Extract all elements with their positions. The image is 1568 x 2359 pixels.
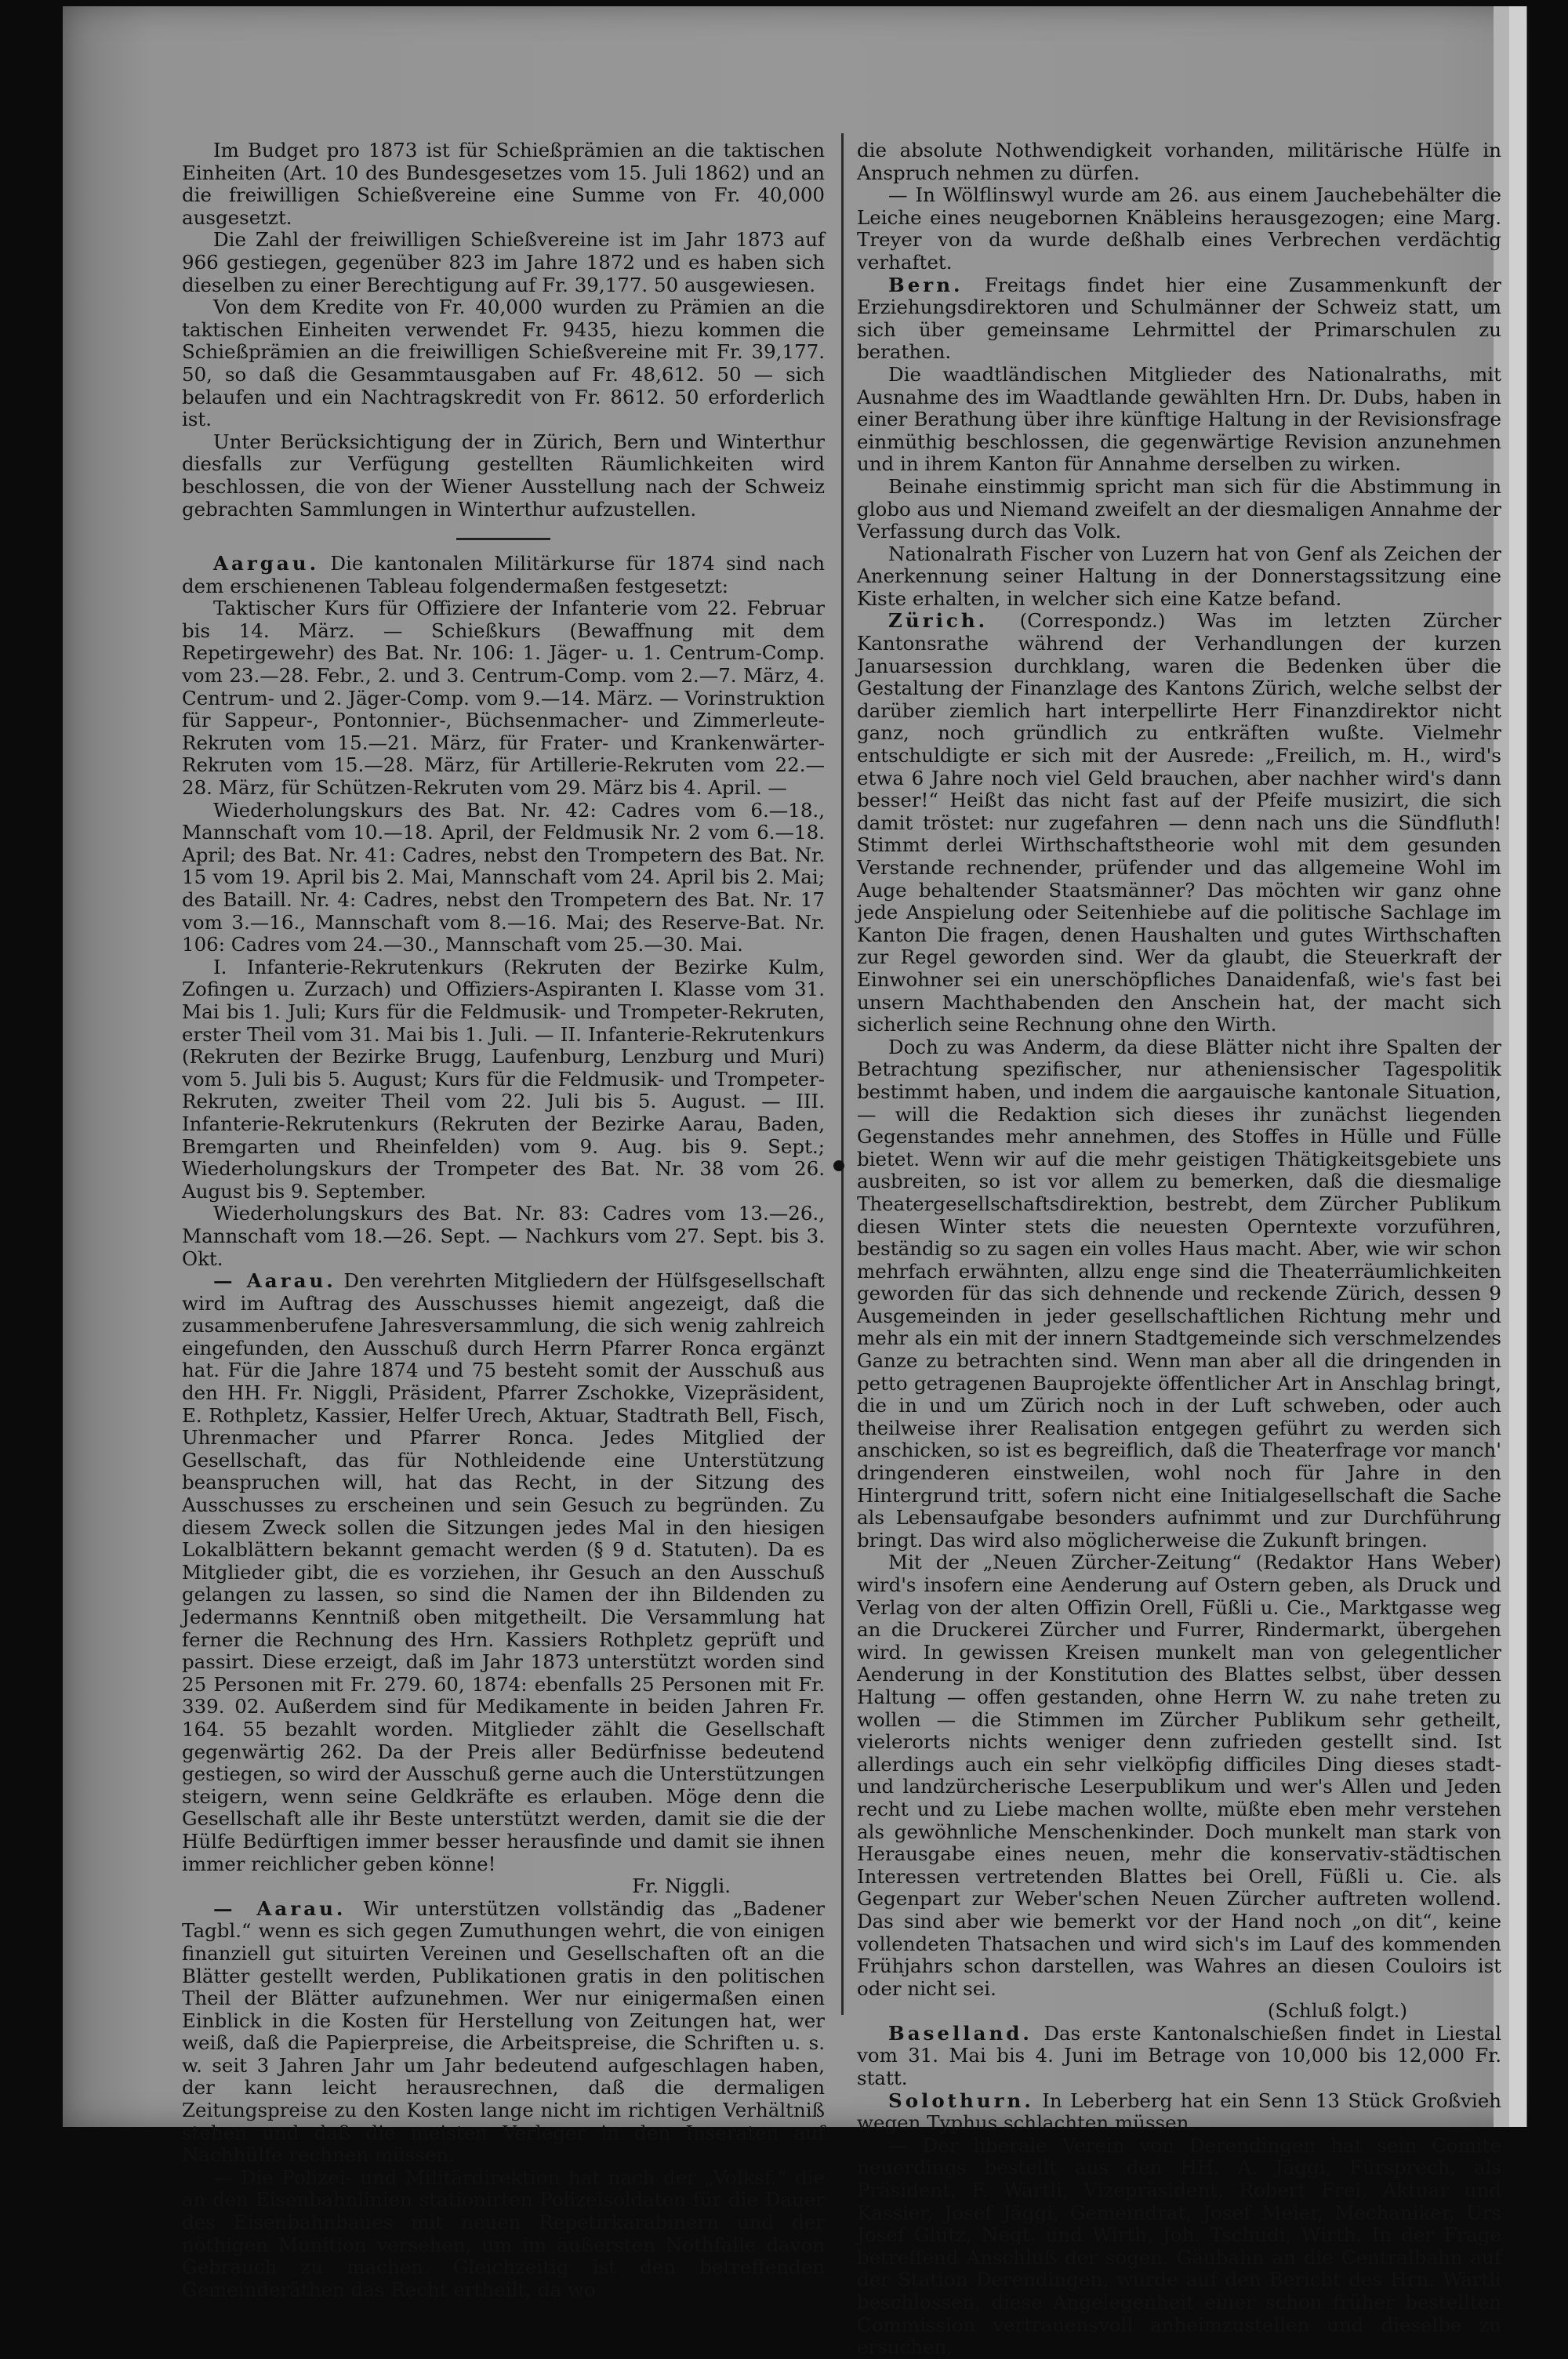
article-paragraph: Von dem Kredite von Fr. 40,000 wurden zu Prämien an die taktischen Einheiten verwendet Fr. 9435, hiezu kommen die Schießprämien an die freiwilligen Schießvereine mit Fr. 39,177. 50, so daß die Gesammtausgaben auf Fr. 48,612. 50 — sich belaufen und ein Nachtragskredit von Fr. 8612. 50 erforderlich ist. [182, 296, 825, 431]
article-paragraph [182, 1270, 825, 1875]
location-heading: — Aarau. [213, 1896, 347, 1920]
article-paragraph [857, 610, 1501, 1036]
article-paragraph: Doch zu was Anderm, da diese Blätter nicht ihre Spalten der Betrachtung spezifischer, nur atheniensischer Tagespolitik bestimmt haben, und indem die aargauische kantonale Situation, — will die Redaktion sich dieses ihr zunächst liegenden Gegenstandes mehr annehmen, des Stoffes in Hülle und Fülle bietet. Wenn wir auf die mehr geistigen Thätigkeitsgebiete uns ausbreiten, so ist vor allem zu bemerken, daß die diesmalige Theatergesellschaftsdirektion, bestrebt, dem Zürcher Publikum diesen Winter stets die neuesten Operntexte vorzuführen, beständig so zu sagen ein volles Haus macht. Aber, wie wir schon mehrfach erwähnten, allzu enge sind die Theaterräumlichkeiten geworden für das sich dehnende und reckende Zürich, dessen 9 Ausgemeinden in jeder gesellschaftlichen Richtung mehr und mehr als ein mit der innern Stadtgemeinde sich verschmelzendes Ganze zu betrachten sind. Wenn man aber all die dringenden in petto getragenen Bauprojekte öffentlicher Art in Anschlag bringt, die in und um Zürich noch in der Luft schweben, oder auch theilweise ihrer Realisation entgegen geführt zu werden sich anschicken, so ist es begreiflich, daß die Theaterfrage vor manch' dringenderen einstweilen, wohl noch für Jahre in den Hintergrund tritt, sofern nicht eine Initialgesellschaft die Sache als Lebensaufgabe besonders aufnimmt und zur Durchführung bringt. Das wird also möglicherweise die Zukunft bringen. [857, 1035, 1501, 1551]
article-text: Freitags findet hier eine Zusammenkunft der Erziehungsdirektoren und Schulmänner der Schweiz statt, um sich über gemeinsame Lehrmittel der Primarschulen zu berathen. [857, 273, 1502, 364]
location-heading: Aargau. [213, 552, 320, 575]
article-paragraph: — In Wölflinswyl wurde am 26. aus einem Jauchebehälter die Leiche eines neugebornen Knäbleins herausgezogen; eine Marg. Treyer von da wurde deßhalb eines Verbrechen verdächtig verhaftet. [857, 183, 1501, 274]
article-paragraph: Mit der „Neuen Zürcher-Zeitung“ (Redaktor Hans Weber) wird's insofern eine Aenderung auf Ostern geben, als Druck und Verlag von der alten Offizin Orell, Füßli u. Cie., Marktgasse weg an die Druckerei Zürcher und Furrer, Rindermarkt, übergehen wird. In gewissen Kreisen munkelt man von gelegentlicher Aenderung in der Konstitution des Blattes selbst, über dessen Haltung — offen gestanden, ohne Herrn W. zu nahe treten zu wollen — die Stimmen im Zürcher Publikum sehr getheilt, vielerorts nichts weniger denn zufrieden gestellt sind. Ist allerdings auch ein sehr vielköpfig difficiles Ding dieses stadt- und landzürcherische Leserpublikum und wer's Allen und Jeden recht und zu Liebe machen wollte, müßte eben mehr verstehen als gewöhnliche Menschenkinder. Doch munkelt man stark von Herausgabe eines neuen, mehr die konservativ-städtischen Interessen vertretenden Blattes bei Orell, Füßli u. Cie. als Gegenpart zur Weber'schen Neuen Zürcher auftreten wollend. Das sind aber wie bemerkt vor der Hand noch „on dit“, keine vollendeten Thatsachen und wird sich's im Lauf des kommenden Frühjahrs schon darstellen, was Wahres an diesen Couloirs ist oder nicht sei. [857, 1551, 1501, 2000]
page-edge-strip-outer [1509, 6, 1526, 2127]
article-paragraph: Wiederholungskurs des Bat. Nr. 42: Cadres vom 6.—18., Mannschaft vom 10.—18. April, der Feldmusik Nr. 2 vom 6.—18. April; des Bat. Nr. 41: Cadres, nebst den Trompetern des Bat. Nr. 15 vom 19. April bis 2. Mai, Mannschaft vom 24. April bis 2. Mai; des Bataill. Nr. 4: Cadres, nebst den Trompetern des Bat. Nr. 17 vom 3.—16., Mannschaft vom 8.—16. Mai; des Reserve-Bat. Nr. 106: Cadres vom 24.—30., Mannschaft vom 25.—30. Mai. [182, 798, 825, 956]
article-paragraph: Wiederholungskurs des Bat. Nr. 83: Cadres vom 13.—26., Mannschaft vom 18.—26. Sept. — Nachkurs vom 27. Sept. bis 3. Okt. [182, 1202, 825, 1270]
article-paragraph: Im Budget pro 1873 ist für Schießprämien an die taktischen Einheiten (Art. 10 des Bundesgesetzes vom 15. Juli 1862) und an die freiwilligen Schießvereine eine Summe von Fr. 40,000 ausgesetzt. [182, 139, 825, 229]
article-paragraph: Die Zahl der freiwilligen Schießvereine ist im Jahr 1873 auf 966 gestiegen, gegenüber 823 im Jahre 1872 und es haben sich dieselben zu einer Berechtigung auf Fr. 39,177. 50 ausgewiesen. [182, 228, 825, 296]
location-heading: Solothurn. [888, 2089, 1034, 2112]
article-paragraph: Unter Berücksichtigung der in Zürich, Bern und Winterthur diesfalls zur Verfügung gestellten Räumlichkeiten wird beschlossen, die von der Wiener Ausstellung nach der Schweiz gebrachten Sammlungen in Winterthur aufzustellen. [182, 430, 825, 521]
article-paragraph [182, 1898, 825, 2167]
article-text: In Leberberg hat ein Senn 13 Stück Großvieh wegen Typhus schlachten müssen. [857, 2089, 1501, 2135]
left-column [182, 140, 825, 2301]
location-heading: Baselland. [888, 2021, 1033, 2045]
article-paragraph: Beinahe einstimmig spricht man sich für die Abstimmung in globo aus und Niemand zweifelt an der diesmaligen Annahme der Verfassung durch das Volk. [857, 474, 1501, 543]
right-column [857, 140, 1501, 2359]
article-paragraph: Taktischer Kurs für Offiziere der Infanterie vom 22. Februar bis 14. März. — Schießkurs (Bewaffnung mit dem Repetirgewehr) des Bat. Nr. 106: 1. Jäger- u. 1. Centrum-Comp. vom 23.—28. Febr., 2. und 3. Centrum-Comp. vom 2.—7. März, 4. Centrum- und 2. Jäger-Comp. vom 9.—14. März. — Vorinstruktion für Sappeur-, Pontonnier-, Büchsenmacher- und Zimmerleute-Rekruten vom 15.—21. März, für Frater- und Krankenwärter-Rekruten vom 15.—28. März, für Artillerie-Rekruten vom 22.—28. März, für Schützen-Rekruten vom 29. März bis 4. April. — [182, 597, 825, 800]
article-paragraph: — Der liberale Verein von Derendingen hat sein Comite neuerdings bestellt aus den HH. A. Jäggi, Fürsprech, als Präsident, F. Wärtli, Vizepräsident, Robert Frei, Aktuar und Kassier, Josef Jäggi, Gemeindrat, Josef Meier, Mechaniker, Urs Josef Glutz, Negt. und Wirth, Joh. Tschudi, Wirth. In der Frage betreffend Anschluß der sogen. Gäubahn an die Centralbahn auf der Station Derendingen, wurde auf den Bericht des Hrn. Wärtli beschlossen, diese Angelegenheit einer schon früher bestellten Commission vertrauensvoll anheimzustellen und dieselbe zu ersuchen, [857, 2133, 1501, 2359]
article-text: (Correspondz.) Was im letzten Zürcher Kantonsrathe während der Verhandlungen der kurzen Januarsession durchklang, waren die Bedenken über die Gestaltung der Finanzlage des Kantons Zürich, welche selbst der darüber ziemlich hart interpellirte Herr Finanzdirektor nicht ganz, noch gründlich zu entkräften wußte. Vielmehr entschuldigte er sich mit der Ausrede: „Freilich, m. H., wird's etwa 6 Jahre noch viel Geld brauchen, aber nachher wird's dann besser!“ Heißt das nicht fast auf der Pfeife musizirt, die sich damit tröstet: nur zugefahren — denn nach uns die Sündfluth! Stimmt derlei Wirthschaftstheorie wohl mit dem gesunden Verstande rechnender, prüfender und das allgemeine Wohl im Auge behaltender Staatsmänner? Das möchten wir ganz ohne jede Anspielung oder Seitenhiebe auf die politische Sachlage im Kanton Die fragen, denen Haushalten und gutes Wirthschaften zur Regel geworden sind. Wer da glaubt, die Steuerkraft der Einwohner sei ein unerschöpfliches Danaidenfaß, wie's fast bei unsern Machthabenden den Anschein hat, der macht sich sicherlich seine Rechnung ohne den Wirth. [857, 609, 1501, 1036]
location-heading: Zürich. [888, 609, 989, 633]
article-paragraph: I. Infanterie-Rekrutenkurs (Rekruten der Bezirke Kulm, Zofingen u. Zurzach) und Offiziers-Aspiranten I. Klasse vom 31. Mai bis 1. Juli; Kurs für die Feldmusik- und Trompeter-Rekruten, erster Theil vom 31. Mai bis 1. Juli. — II. Infanterie-Rekrutenkurs (Rekruten der Bezirke Brugg, Laufenburg, Lenzburg und Muri) vom 5. Juli bis 5. August; Kurs für die Feldmusik- und Trompeter-Rekruten, zweiter Theil vom 22. Juli bis 5. August. — III. Infanterie-Rekrutenkurs (Rekruten der Bezirke Aarau, Baden, Bremgarten und Rheinfelden) vom 9. Aug. bis 9. Sept.; Wiederholungskurs der Trompeter des Bat. Nr. 38 vom 26. August bis 9. September. [182, 955, 825, 1203]
continuation-note: (Schluß folgt.) [1267, 1999, 1407, 2023]
article-paragraph: Die waadtländischen Mitglieder des Nationalraths, mit Ausnahme des im Waadtlande gewählten Hrn. Dr. Dubs, haben in einer Berathung über ihre künftige Haltung in der Revisionsfrage einmüthig beschlossen, die gegenwärtige Revision anzunehmen und in ihrem Kanton für Annahme derselben zu wirken. [857, 362, 1501, 476]
article-text: Wir unterstützen vollständig das „Badener Tagbl.“ wenn es sich gegen Zumuthungen wehrt, die von einigen finanziell gut situirten Vereinen und Gesellschaften oft an die Blätter gestellt werden, Publikationen gratis in den politischen Theil der Blätter aufzunehmen. Wer nur einigermaßen einen Einblick in die Kosten für Herstellung von Zeitungen hat, wer weiß, daß die Papierpreise, die Arbeitspreise, die Schriften u. s. w. seit 3 Jahren Jahr um Jahr bedeutend aufgeschlagen haben, der kann leicht herausrechnen, daß die dermaligen Zeitungspreise zu den Kosten lange nicht im richtigen Verhältniß stehen und daß die meisten Verleger in den Inseraten auf Nachhülfe rechnen müssen. [182, 1896, 825, 2167]
location-heading: — Aarau. [213, 1269, 336, 1293]
column-divider [841, 133, 844, 2015]
section-rule [456, 538, 550, 540]
location-heading: Bern. [888, 273, 964, 296]
article-text: Das erste Kantonalschießen findet in Liestal vom 31. Mai bis 4. Juni im Betrage von 10,000 bis 12,000 Fr. statt. [857, 2021, 1501, 2090]
article-text: Den verehrten Mitgliedern der Hülfsgesellschaft wird im Auftrag des Ausschusses hiemit angezeigt, daß die zusammenberufene Jahresversammlung, die sich wenig zahlreich eingefunden, den Ausschuß durch Herrn Pfarrer Ronca ergänzt hat. Für die Jahre 1874 und 75 besteht somit der Ausschuß aus den HH. Fr. Niggli, Präsident, Pfarrer Zschokke, Vizepräsident, E. Rothpletz, Kassier, Helfer Urech, Aktuar, Stadtrath Bell, Fisch, Uhrenmacher und Pfarrer Ronca. Jedes Mitglied der Gesellschaft, das für Nothleidende eine Unterstützung beanspruchen will, hat das Recht, in der Sitzung des Ausschusses zu erscheinen und sein Gesuch zu begründen. Zu diesem Zweck sollen die Sitzungen jedes Mal in den hiesigen Lokalblättern bekannt gemacht werden (§ 9 d. Statuten). Da es Mitglieder gibt, die es vorziehen, ihr Gesuch an den Ausschuß gelangen zu lassen, so sind die Namen der ihn Bildenden zu Jedermanns Kenntniß oben mitgetheilt. Die Versammlung hat ferner die Rechnung des Hrn. Kassiers Rothpletz geprüft und passirt. Diese erzeigt, daß im Jahr 1873 unterstützt worden sind 25 Personen mit Fr. 279. 60, 1874: ebenfalls 25 Personen mit Fr. 339. 02. Außerdem sind für Medikamente in beiden Jahren Fr. 164. 55 bezahlt worden. Mitglieder zählt die Gesellschaft gegenwärtig 262. Da der Preis aller Bedürfnisse bedeutend gestiegen, so wird der Ausschuß gerne auch die Unterstützungen steigern, wenn seine Geldkräfte es erlauben. Möge denn die Gesellschaft alle ihr Beste unterstützt werden, damit sie die der Hülfe Bedürftigen immer besser herausfinde und damit sie ihnen immer reichlicher geben könne! [182, 1269, 825, 1875]
article-paragraph: — Die Polizei- und Militärdirektion hat nach der „Volksf.“ die an den Eisenbahnlinien stationirten Polizeisoldaten für die Dauer des Eisenbahnbaues mit neuen Repetirkarabinern und der nöthigen Munition versehen, um im äußersten Nothfalle davon Gebrauch zu machen. Gleichzeitig ist den betreffenden Gemeinderäthen das Recht ertheilt, da wo [182, 2165, 825, 2301]
article-paragraph: Nationalrath Fischer von Luzern hat von Genf als Zeichen der Anerkennung seiner Haltung in der Donnerstagssitzung eine Kiste erhalten, in welcher sich eine Katze befand. [857, 542, 1501, 610]
article-text: Die kantonalen Militärkurse für 1874 sind nach dem erschienenen Tableau folgendermaßen festgesetzt: [182, 552, 825, 597]
article-paragraph [857, 2023, 1501, 2090]
ink-blot [833, 1160, 844, 1171]
article-paragraph [182, 553, 825, 597]
article-paragraph [857, 274, 1501, 364]
article-paragraph [857, 2090, 1501, 2135]
article-paragraph: die absolute Nothwendigkeit vorhanden, militärische Hülfe in Anspruch nehmen zu dürfen. [857, 139, 1501, 184]
signature: Fr. Niggli. [632, 1874, 731, 1898]
